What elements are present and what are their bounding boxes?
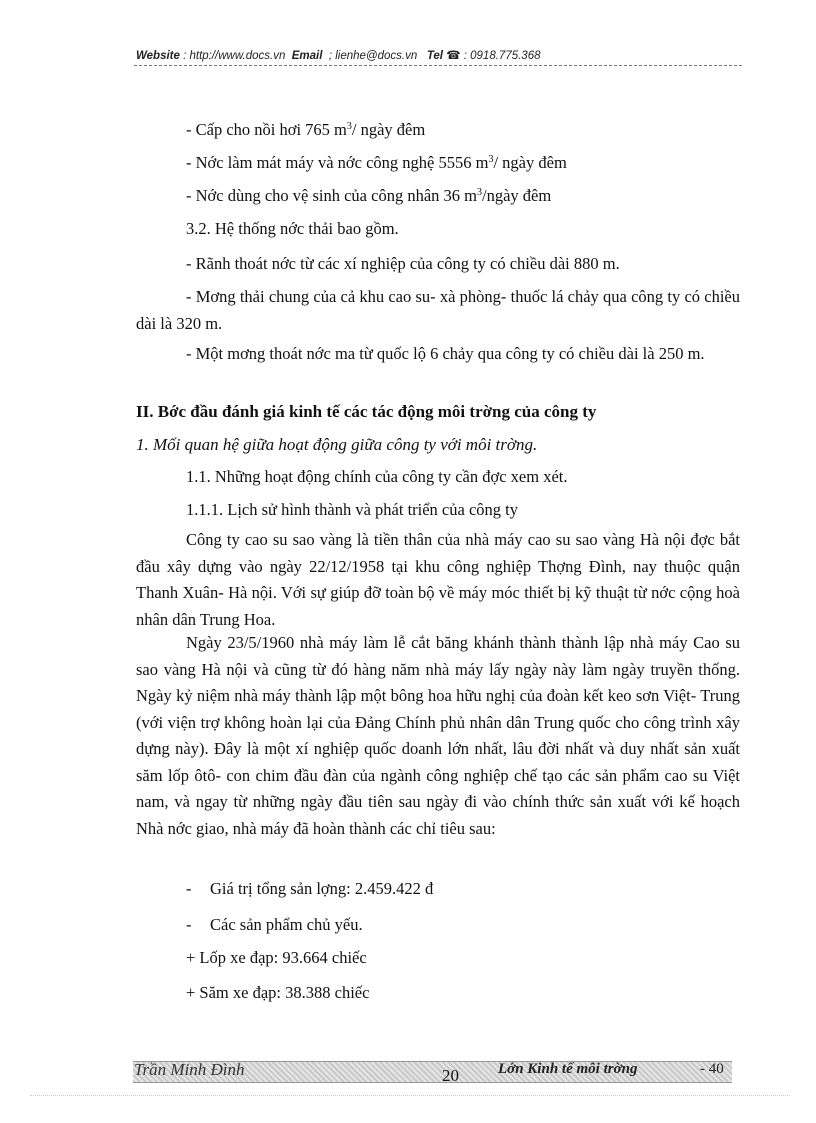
footer-class-number: - 40 — [700, 1061, 724, 1077]
email-label: Email — [291, 50, 323, 62]
bullet-total-output: - Giá trị tổng sản lợng: 2.459.422 đ — [186, 879, 434, 898]
email-link[interactable]: ; lienhe@docs.vn — [328, 50, 418, 62]
water-line-3: - Nớc dùng cho vệ sinh của công nhân 36 $m^3$/ngày đêm — [186, 186, 552, 205]
website-label: Website — [136, 50, 180, 62]
page-bottom-rule — [30, 1095, 790, 1096]
website-link[interactable]: : http://www.docs.vn — [183, 50, 286, 62]
paragraph-founding: Ngày 23/5/1960 nhà máy làm lễ cắt băng khánh thành thành lập nhà máy Cao su sao vàng Hà nội và cũng từ đó hàng năm nhà máy lấy ngày này làm ngày truyền thống. Ngày kỷ niệm nhà máy thành lập một bông hoa hữu nghị của đoàn kết keo sơn Việt- Trung (với viện trợ không hoàn lại của Đảng Chính phủ nhân dân Trung quốc cho công trình xây dựng này). Đây là một xí nghiệp quốc doanh lớn nhất, lâu đời nhất và duy nhất sản xuất săm lốp ôtô- con chim đầu đàn của ngành công nghiệp chế tạo các sản phẩm cao su Việt nam, và ngay từ những ngày đầu tiên sau ngày đi vào chính thức sản xuất với kế hoạch Nhà nớc giao, nhà máy đã hoàn thành các chỉ tiêu sau: — [136, 633, 740, 838]
section-1-1: 1.1. Những hoạt động chính của công ty cần đợc xem xét. — [186, 467, 568, 486]
bicycle-tube-line: + Săm xe đạp: 38.388 chiếc — [186, 983, 370, 1002]
water-line-1: - Cấp cho nồi hơi 765 $m^3/$ ngày đêm — [186, 120, 426, 139]
bullet-main-products: - Các sản phẩm chủ yếu. — [186, 915, 363, 934]
phone-icon: ☎ — [446, 50, 461, 62]
section-heading: II. Bớc đầu đánh giá kinh tế các tác động môi trờng của công ty — [136, 402, 597, 421]
paragraph-drain-channel: - Mơng thải chung của cả khu cao su- xà phòng- thuốc lá chảy qua công ty có chiều dài là 320 m. — [136, 287, 740, 333]
footer-class: Lớn Kinh tế môi trờng — [498, 1061, 638, 1077]
section-1-1-1: 1.1.1. Lịch sử hình thành và phát triển của công ty — [186, 500, 518, 519]
subsection-heading: 1. Mối quan hệ giữa hoạt động giữa công ty với môi trờng. — [136, 435, 538, 454]
header-rule — [134, 65, 742, 66]
paragraph-history: Công ty cao su sao vàng là tiền thân của nhà máy cao su sao vàng Hà nội đợc bắt đầu xây dựng vào ngày 22/12/1958 tại khu công nghiệp Thợng Đình, nay thuộc quận Thanh Xuân- Hà nội. Với sự giúp đỡ toàn bộ về máy móc thiết bị kỹ thuật từ nớc cộng hoà nhân dân Trung Hoa. — [136, 530, 740, 629]
page-number: 20 — [442, 1066, 459, 1085]
drain-line: - Rãnh thoát nớc từ các xí nghiệp của công ty có chiều dài 880 m. — [186, 254, 620, 273]
tel-label: Tel — [426, 50, 444, 62]
tel-value: : 0918.775.368 — [463, 50, 541, 62]
water-line-2: - Nớc làm mát máy và nớc công nghệ 5556 $m^3/$ ngày đêm — [186, 153, 567, 172]
paragraph-rain-channel: - Một mơng thoát nớc ma từ quốc lộ 6 chảy qua công ty có chiều dài là 250 m. — [186, 344, 705, 363]
page-header — [136, 48, 741, 62]
footer-author: Trần Minh Đình — [134, 1060, 245, 1079]
section-3-2: 3.2. Hệ thống nớc thải bao gồm. — [186, 219, 399, 238]
bicycle-tire-line: + Lốp xe đạp: 93.664 chiếc — [186, 948, 367, 967]
